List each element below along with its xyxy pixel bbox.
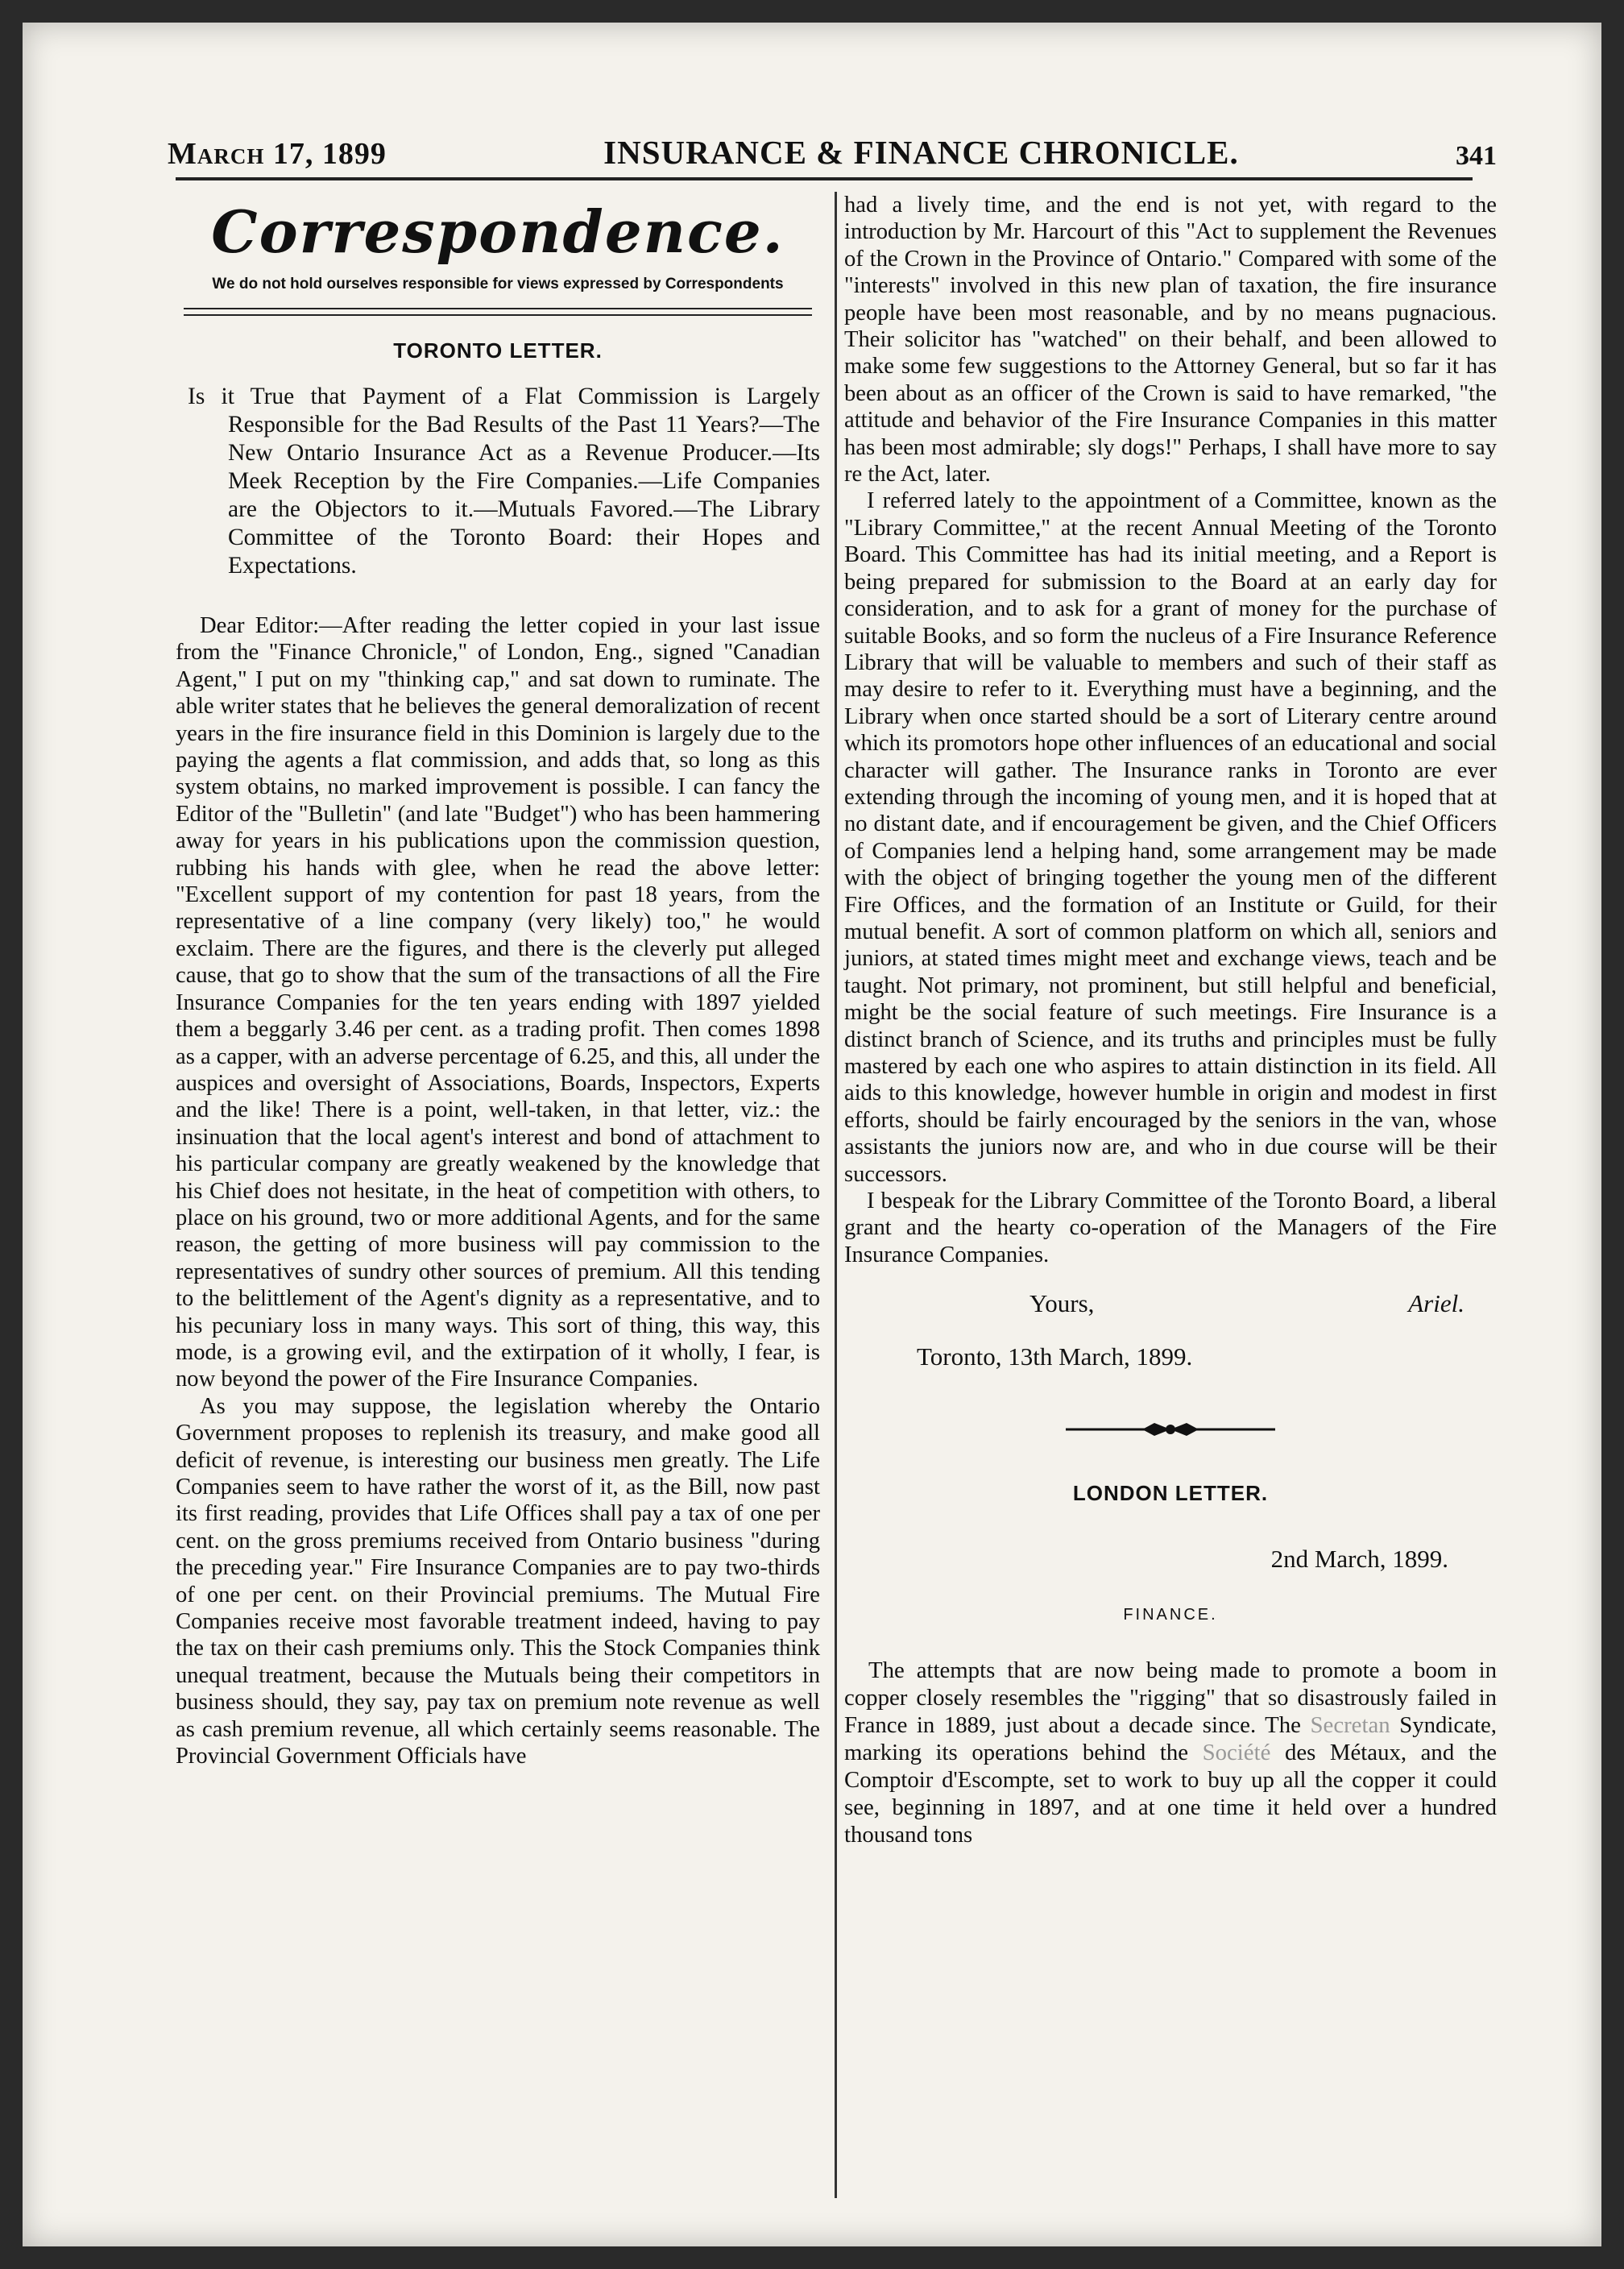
header-rule: [176, 177, 1473, 180]
correspondence-disclaimer: We do not hold ourselves responsible for views expressed by Correspondents: [212, 276, 784, 292]
london-text-b: Syndicate, marking its operations behind the: [844, 1712, 1497, 1766]
closing-text: Yours,: [1030, 1289, 1095, 1318]
double-rule: [184, 308, 812, 316]
column-divider: [835, 192, 837, 2198]
left-column: [176, 192, 820, 1793]
toronto-letter-paragraph-2-continued: had a lively time, and the end is not yet, with regard to the introduction by Mr. Harcourt of this "Act to supplement the Revenues of the Crown in the Province of Ontario." Compared with some of the "interests" involved in this new plan of taxation, the fire insurance people have been most reasonable, and by no means pugnacious. Their solicitor has "watched" on their behalf, and been allowed to make some few suggestions to the Attorney General, but so far it has been about as an officer of the Crown is said to have remarked, "the attitude and behavior of the Fire Insurance Companies in this matter has been most admirable; sly dogs!" Perhaps, I shall have more to say re the Act, later.: [844, 193, 1497, 487]
header-page-number: 341: [1456, 141, 1497, 171]
letter-closing: [844, 1289, 1497, 1318]
london-text-c: des Métaux, and the Comptoir d'Escompte, set to work to buy up all the copper it could see, beginning in 1897, and at one time it held over a hundred thousand tons: [844, 1740, 1497, 1848]
toronto-letter-paragraph-2: As you may suppose, the legislation whereby the Ontario Government proposes to replenish its treasury, and make good all deficit of revenue, is interesting our business men greatly. The Life Companies seem to have rather the worst of it, as the Bill, now past its first reading, provides that Life Offices shall pay a tax of one per cent. on the gross premiums received from Ontario business "during the preceding year." Fire Insurance Companies are to pay two-thirds of one per cent. on their Provincial premiums. The Mutual Fire Companies receive most favorable treatment indeed, having to pay the tax on their cash premiums only. This the Stock Companies think unequal treatment, because the Mutuals being their competitors in business should, they say, pay tax on premium note revenue as well as cash premium revenue, all which certainly seems reasonable. The Provincial Government Officials have: [176, 1393, 820, 1769]
letter-place-date: Toronto, 13th March, 1899.: [917, 1342, 1193, 1371]
newspaper-page: [23, 23, 1601, 2246]
ornament-divider: [1066, 1420, 1275, 1439]
london-letter-date: 2nd March, 1899.: [1270, 1545, 1448, 1574]
toronto-letter-summary: Is it True that Payment of a Flat Commission is Largely Responsible for the Bad Results of the Past 11 Years?—The New Ontario Insurance Act as a Revenue Producer.—Its Meek Reception by the Fire Companies.—Life Companies are the Objectors to it.—Mutuals Favored.—The Library Committee of the Toronto Board: their Hopes and Expectations.: [188, 384, 820, 579]
london-text-faint-1: Secretan: [1310, 1712, 1390, 1739]
signature: Ariel.: [1408, 1289, 1464, 1318]
toronto-letter-paragraph-4: I bespeak for the Library Committee of the Toronto Board, a liberal grant and the hearty co-operation of the Managers of the Fire Insurance Companies.: [844, 1188, 1497, 1267]
toronto-letter-paragraph-3: I referred lately to the appointment of a Committee, known as the "Library Committee," at the recent Annual Meeting of the Toronto Board. This Committee has had its initial meeting, and a Report is being prepared for submission to the Board at an early day for consideration, and to ask for a grant of money for the purchase of suitable Books, and so form the nucleus of a Fire Insurance Reference Library that will be valuable to members and such of their staff as may desire to refer to it. Everything must have a beginning, and the Library when once started should be a sort of Literary centre around which its promotors hope other influences of an educational and social character will gather. The Insurance ranks in Toronto are ever extending through the incoming of young men, and it is hoped that at no distant date, and if encouragement be given, and the Chief Officers of Companies lend a helping hand, some arrangement may be made with the object of bringing together the young men of the different Fire Offices, and the formation of an Institute or Guild, for their mutual benefit. A sort of common platform on which all, seniors and juniors, at stated times might meet and exchange views, teach and be taught. Not primary, not prominent, but still helpful and beneficial, might be the social feature of such meetings. Fire Insurance is a distinct branch of Science, and its truths and principles must be fully mastered by each one who aspires to attain distinction in its field. All aids to this knowledge, however humble in origin and modest in first efforts, should be fairly encouraged by the seniors in the van, whose assistants the juniors now are, and who in due course will be their successors.: [844, 488, 1497, 1187]
correspondence-heading: Correspondence.: [211, 197, 785, 266]
toronto-letter-title: TORONTO LETTER.: [393, 338, 603, 363]
page-header: [168, 107, 1497, 172]
london-text-faint-2: Société: [1202, 1740, 1271, 1766]
toronto-letter-paragraph-1: Dear Editor:—After reading the letter copied in your last issue from the "Finance Chronicle," of London, Eng., signed "Canadian Agent," I put on my "thinking cap," and sat down to ruminate. The able writer states that he believes the general demoralization of recent years in the fire insurance field in this Dominion is largely due to the paying the agents a flat commission, and adds that, so long as this system obtains, no marked improvement is possible. I can fancy the Editor of the "Bulletin" (and late "Budget") who has been hammering away for years in his publications upon the commission question, rubbing his hands with glee, when he read the above letter: "Excellent support of my contention for past 18 years, from the representative of a line company (very likely) too," he would exclaim. There are the figures, and there is the cleverly put alleged cause, that go to show that the sum of the transactions of all the Fire Insurance Companies for the ten years ending with 1897 yielded them a beggarly 3.46 per cent. as a trading profit. Then comes 1898 as a capper, with an adverse percentage of 6.25, and this, all under the auspices and oversight of Associations, Boards, Inspectors, Experts and the like! There is a point, well-taken, in that letter, viz.: the insinuation that the local agent's interest and bond of attachment to his particular company are greatly weakened by the knowledge that his Chief does not hesitate, in the heat of competition with others, to place on his ground, two or more additional Agents, and for the same reason, the getting of more business will pay commission to the representatives of sundry other sources of premium. All this tending to the belittlement of the Agent's dignity as a representative, and to his pecuniary loss in many ways. This sort of thing, this way, this mode, is a growing evil, and the extirpation of it wholly, I fear, is now beyond the power of the Fire Insurance Companies.: [176, 613, 820, 1392]
right-column: [844, 192, 1497, 1872]
london-text-a: The attempts that are now being made to promote a boom in copper closely resembles the "rigging" that so disastrously failed in France in 1889, just about a decade since. The: [844, 1657, 1497, 1739]
header-title: INSURANCE & FINANCE CHRONICLE.: [603, 134, 1239, 171]
finance-subheading: FINANCE.: [1123, 1606, 1218, 1624]
london-letter-paragraph-1: [844, 1657, 1497, 1848]
header-date: March 17, 1899: [168, 137, 387, 171]
london-letter-title: LONDON LETTER.: [1072, 1481, 1269, 1506]
